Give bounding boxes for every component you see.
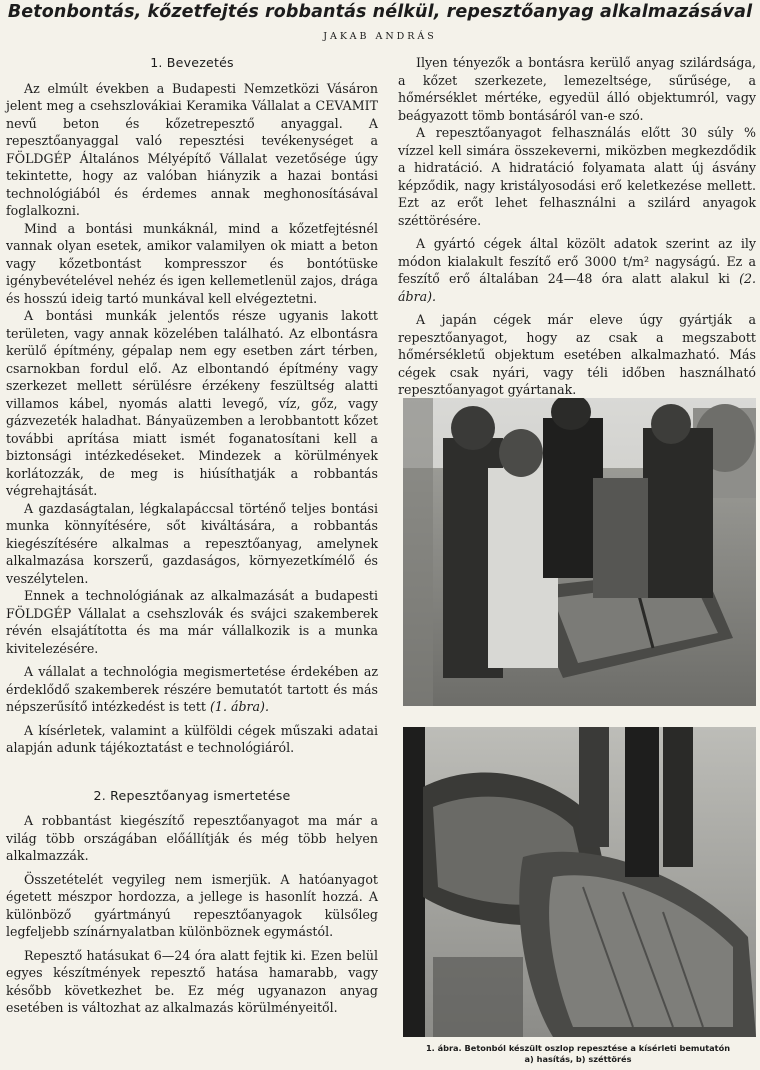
article-title: Betonbontás, kőzetfejtés robbantás nélkül, repesztőanyag alkalmazásával bbox=[7, 2, 753, 22]
paragraph: Ennek a technológiának az alkalmazását a budapesti FÖLDGÉP Vállalat a csehszlovák és svájci szakemberek révén elsajátította és ma már vállalkozik is a munka kivitelezésére. bbox=[6, 588, 378, 656]
article-author: JAKAB ANDRÁS bbox=[323, 31, 437, 42]
paragraph-text: A vállalat a technológia megismertetése érdekében az érdeklődő szakemberek részére bemutatót tartott és más népszerűsítő intézkedést is tett bbox=[6, 664, 378, 714]
photo-splitting bbox=[403, 398, 756, 706]
photo-breaking bbox=[403, 727, 756, 1037]
paragraph: Ilyen tényezők a bontásra kerülő anyag szilárdsága, a kőzet szerkezete, lemezeltsége, sűrűsége, a hőmérséklet mértéke, egyedül álló objektumról, vagy beágyazott tömb bontásáról van-e szó. bbox=[398, 55, 756, 123]
paragraph: Mind a bontási munkáknál, mind a kőzetfejtésnél vannak olyan esetek, amikor valamilyen ok miatt a beton vagy kőzetbontást kompresszor és bontótüske igénybevételével nehéz és igen kellemetlenül zajos, drága és hosszú ideig tartó munkával kell elvégeztetni. bbox=[6, 220, 378, 306]
paragraph: Az elmúlt években a Budapesti Nemzetközi Vásáron jelent meg a csehszlovákiai Keramika Vállalat a CEVAMIT nevű beton és kőzetrepesztő anyaggal. A repesztőanyaggal való repesztési tevékenységet a FÖLDGÉP Általános Mélyépítő Vállalat vezetősége úgy tekintette, hogy az valóban hiányzik a hazai bontási technológiából és érdemes annak meghonosításával foglalkozni. bbox=[6, 80, 378, 218]
paragraph bbox=[398, 235, 756, 305]
paragraph: A kísérletek, valamint a külföldi cégek műszaki adatai alapján adunk tájékoztatást e technológiáról. bbox=[6, 722, 378, 755]
paragraph: A gazdaságtalan, légkalapáccsal történő teljes bontási munka könnyítésére, sőt kiváltására, a robbantás kiegészítésére alkalmas a repesztőanyag, amelynek alkalmazása korszerű, gazdaságos, környezetkímélő és veszélytelen. bbox=[6, 500, 378, 586]
left-column bbox=[6, 54, 378, 1017]
paragraph: A repesztőanyagot felhasználás előtt 30 súly % vízzel kell simára összekeverni, miközben megkezdődik a hidratáció. A hidratáció folyamata alatt új ásvány képződik, nagy kristályosodási erő keletkezése mellett. Ezt az erőt lehet felhasználni a szilárd anyagok széttörésére. bbox=[398, 125, 756, 228]
paragraph: A bontási munkák jelentős része ugyanis lakott területen, vagy annak közelében található. Az elbontásra kerülő építmény, gépalap nem egy esetben zárt térben, csarnokban fordul elő. Az elbontandó építmény vagy szerkezet mellett sérülésre érzékeny feszültség alatti villamos kábel, nyomás alatti levegő, víz, gőz, vagy gázvezeték haladhat. Bányaüzemben a lerobbantott kőzet további aprítása miatt ismét foganatosítani kell a biztonsági intézkedéseket. Mindezek a körülmények korlátozzák, de meg is hiúsíthatják a robbantás végrehajtását. bbox=[6, 308, 378, 498]
paragraph bbox=[6, 663, 378, 716]
paragraph-text: A gyártó cégek által közölt adatok szerint az ily módon kialakult feszítő erő 3000 t/m² nagyságú. Ez a feszítő erő általában 24—48 óra alatt alakul ki bbox=[398, 236, 756, 286]
caption-line: a) hasítás, b) széttörés bbox=[524, 1054, 632, 1064]
paragraph: A japán cégek már eleve úgy gyártják a repesztőanyagot, hogy az csak a megszabott hőmérsékletű objektum esetében alkalmazható. Más cégek csak nyári, vagy téli időben használható repesztőanyagot gyártanak. bbox=[398, 312, 756, 397]
figure-reference: (2. ábra). bbox=[398, 271, 756, 304]
section-heading-material: 2. Repesztőanyag ismertetése bbox=[93, 787, 291, 803]
right-column bbox=[398, 54, 756, 399]
section-heading-introduction: 1. Bevezetés bbox=[150, 55, 234, 70]
paragraph: Összetételét vegyileg nem ismerjük. A hatóanyagot égetett mészpor hordozza, a jellege is hasonlít hozzá. A különböző gyártmányú repesztőanyagok külsőleg legfeljebb színárnyalatban különböznek egymástól. bbox=[6, 871, 378, 939]
figure-caption bbox=[398, 1043, 758, 1065]
figure-reference: (1. ábra). bbox=[210, 699, 269, 714]
caption-line: 1. ábra. Betonból készült oszlop repesztése a kísérleti bemutatón bbox=[425, 1043, 731, 1053]
paragraph: Repesztő hatásukat 6—24 óra alatt fejtik ki. Ezen belül egyes készítmények repesztő hatása hamarabb, vagy később következhet be. Ez még ugyanazon anyag esetében is változhat az alkalmazás körülményeitől. bbox=[6, 947, 378, 1015]
paragraph: A robbantást kiegészítő repesztőanyagot ma már a világ több országában előállítják és még több helyen alkalmazzák. bbox=[6, 813, 378, 863]
